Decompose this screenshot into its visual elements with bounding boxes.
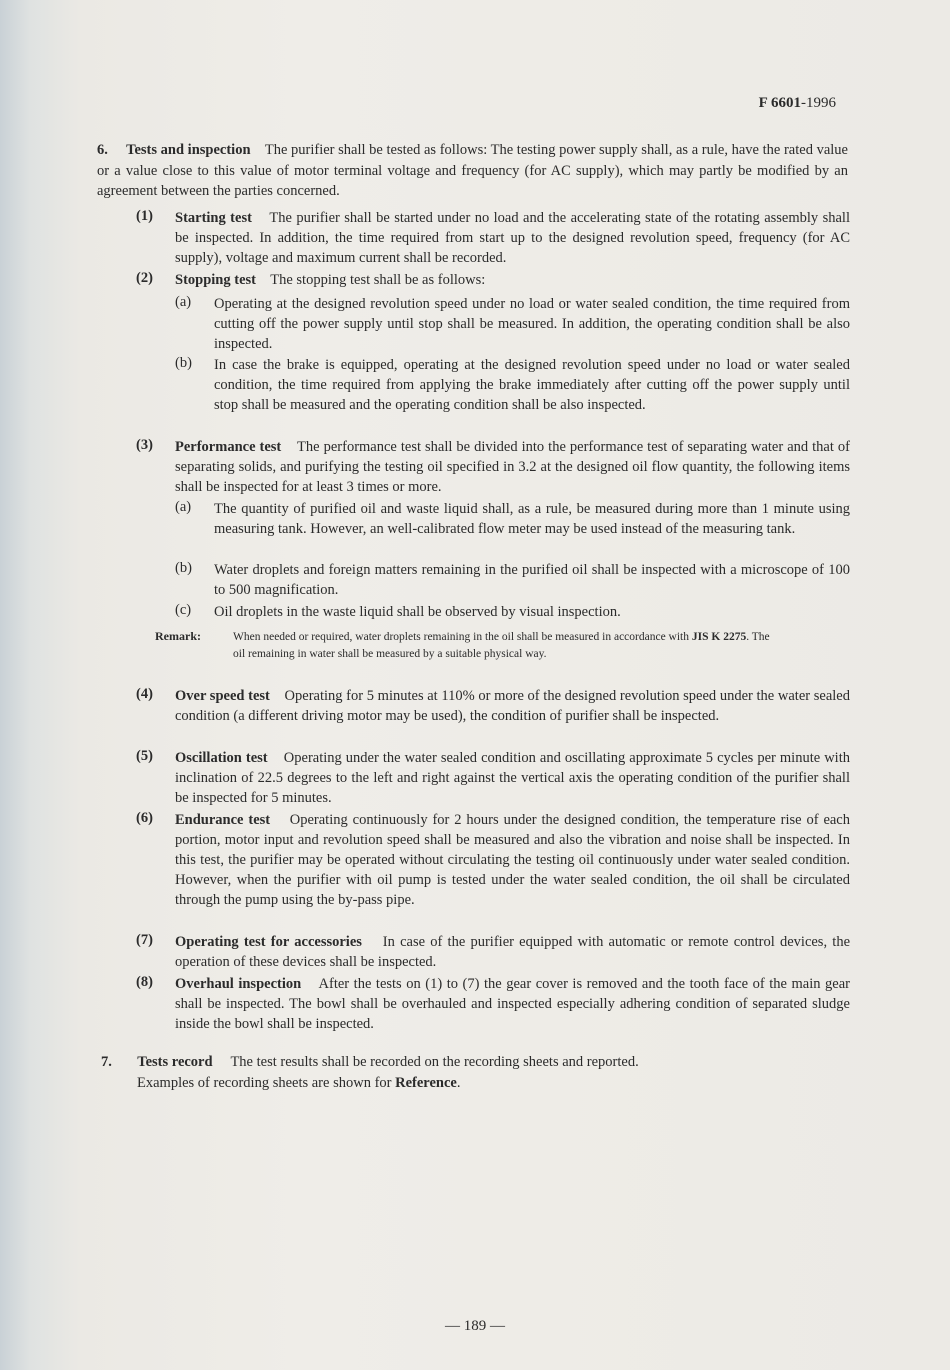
subitem-number: (b): [175, 355, 192, 371]
item-oscillation-test: Oscillation test Operating under the water sealed condition and oscillating approximate 5 cycles per minute with inclination of 22.5 degrees to the left and right against the vertical axis the operating condition of the purifier shall be inspected for 5 minutes.: [175, 750, 850, 806]
item-number: (2): [136, 270, 153, 286]
performance-subitem-c: Oil droplets in the waste liquid shall be observed by visual inspection.: [214, 604, 621, 620]
jis-reference: JIS K 2275: [691, 631, 747, 643]
remark-text: When needed or required, water droplets remaining in the oil shall be measured in accordance with JIS K 2275. The oil remaining in water shall be measured by a suitable physical way.: [233, 631, 770, 660]
performance-subitem-b: Water droplets and foreign matters remaining in the purified oil shall be inspected with a microscope of 100 to 500 magnification.: [214, 562, 850, 598]
section-7-heading: Tests record: [137, 1054, 213, 1070]
subitem-number: (a): [175, 499, 192, 515]
item-over-speed-test: Over speed test Operating for 5 minutes at 110% or more of the designed revolution speed under the water sealed condition (a different driving motor may be used), the condition of purifier shall be inspected.: [175, 688, 850, 724]
section-6-intro: [97, 140, 848, 202]
item-number: (8): [136, 974, 153, 990]
reference-label: Reference: [395, 1075, 457, 1091]
remark-label: Remark:: [155, 629, 201, 643]
stopping-subitem-a: Operating at the designed revolution speed under no load or water sealed condition, the time required from cutting off the power supply until stop shall be measured. In addition, the operating condition shall be also inspected.: [214, 296, 850, 352]
item-number: (1): [136, 208, 153, 224]
subitem-number: (a): [175, 294, 192, 310]
item-endurance-test: Endurance test Operating continuously for 2 hours under the designed condition, the temperature rise of each portion, motor input and revolution speed shall be measured and also the vibration and noise shall be inspected. In this test, the purifier may be operated without circulating the testing oil continuously under water sealed condition. However, when the purifier with oil pump is tested under the water sealed condition, the oil shall be circulated through the pump using the by-pass pipe.: [175, 812, 850, 908]
page-number: — 189 —: [445, 1318, 505, 1334]
section-7-text: The test results shall be recorded on the recording sheets and reported.: [230, 1054, 639, 1070]
section-6-heading: Tests and inspection: [126, 142, 251, 158]
standard-code: F 6601-1996: [758, 95, 836, 111]
subitem-number: (b): [175, 560, 192, 576]
item-performance-test: Performance test The performance test shall be divided into the performance test of separating water and that of separating solids, and purifying the testing oil specified in 3.2 at the designed oil flow quantity, the following items shall be inspected for at least 3 times or more.: [175, 439, 850, 495]
subitem-number: (c): [175, 602, 192, 618]
section-6-intro-text: The purifier shall be tested as follows: The testing power supply shall, as a rule, have the rated value or a value close to this value of motor terminal voltage and frequency (for AC supply), which may partly be modified by an agreement between the parties concerned.: [97, 142, 848, 200]
item-stopping-test: Stopping test The stopping test shall be as follows:: [175, 272, 486, 288]
section-7-number: 7.: [101, 1054, 112, 1070]
item-overhaul-inspection: Overhaul inspection After the tests on (1) to (7) the gear cover is removed and the tooth face of the main gear shall be inspected. The bowl shall be overhauled and inspected especially adhering condition of separated sludge inside the bowl shall be inspected.: [175, 976, 850, 1032]
item-number: (5): [136, 748, 153, 764]
item-number: (4): [136, 686, 153, 702]
section-7: 7. Tests record The test results shall be recorded on the recording sheets and reported. Examples of recording sheets are shown for Reference.: [101, 1054, 639, 1091]
item-number: (7): [136, 932, 153, 948]
performance-subitem-a: The quantity of purified oil and waste liquid shall, as a rule, be measured during more than 1 minute using measuring tank. However, an well-calibrated flow meter may be used instead of the measuring tank.: [214, 501, 850, 537]
stopping-subitem-b: In case the brake is equipped, operating at the designed revolution speed under no load or water sealed condition, the time required from applying the brake immediately after cutting off the power supply until stop shall be measured and the operating condition shall be also inspected.: [214, 357, 850, 413]
section-6-number: 6.: [97, 142, 108, 158]
item-number: (3): [136, 437, 153, 453]
item-starting-test: Starting test The purifier shall be started under no load and the accelerating state of the rotating assembly shall be inspected. In addition, the time required from start up to the designed revolution speed, frequency (for AC supply), voltage and maximum current shall be recorded.: [175, 210, 850, 266]
item-number: (6): [136, 810, 153, 826]
item-accessories-test: Operating test for accessories In case of the purifier equipped with automatic or remote control devices, the operation of these devices shall be inspected.: [175, 934, 851, 970]
